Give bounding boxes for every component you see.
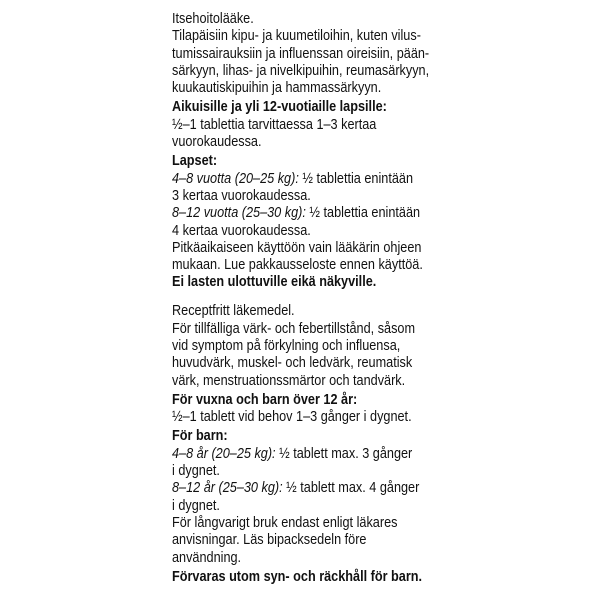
adults-heading-sv: För vuxna och barn över 12 år: — [172, 390, 358, 408]
children-heading-fi: Lapset: — [172, 152, 218, 170]
long-term-line-fi: Pitkäaikaiseen käyttöön vain lääkärin ohjeen — [172, 238, 422, 256]
long-term-line-sv: användning. — [172, 548, 242, 566]
child-dose-fi: ½ tablettia enintään — [309, 204, 421, 222]
finnish-section — [172, 10, 429, 291]
adults-heading-fi: Aikuisille ja yli 12-vuotiaille lapsille: — [172, 98, 387, 116]
adults-dose-line-fi: ½–1 tablettia tarvittaessa 1–3 kertaa — [172, 115, 377, 133]
children-dose-cont-fi: 3 kertaa vuorokaudessa. — [172, 186, 311, 204]
indication-line-sv: värk, menstruationssmärtor och tandvärk. — [172, 371, 406, 389]
indication-line-sv: För tillfälliga värk- och febertillstånd, såsom — [172, 319, 416, 337]
child-dose-fi: ½ tablettia enintään — [302, 169, 414, 187]
child-age-group-sv: 8–12 år (25–30 kg): — [172, 479, 283, 497]
children-dose-cont-fi: 4 kertaa vuorokaudessa. — [172, 221, 311, 239]
warning-sv: Förvaras utom syn- och räckhåll för barn. — [172, 567, 423, 585]
children-dose-line-fi — [172, 170, 429, 187]
indication-line-fi: kuukautiskipuihin ja hammassärkyyn. — [172, 79, 382, 97]
children-heading-sv: För barn: — [172, 427, 228, 445]
long-term-line-fi: mukaan. Lue pakkausseloste ennen käyttöä. — [172, 256, 423, 274]
children-dose-line-sv — [172, 479, 429, 496]
children-dose-line-fi — [172, 204, 429, 221]
children-dose-cont-sv: i dygnet. — [172, 462, 220, 480]
child-dose-sv: ½ tablett max. 3 gånger — [279, 444, 413, 462]
long-term-line-sv: För långvarigt bruk endast enligt läkares — [172, 513, 398, 531]
children-dose-cont-sv: i dygnet. — [172, 496, 220, 514]
indication-line-sv: huvudvärk, muskel- och ledvärk, reumatisk — [172, 354, 413, 372]
indication-line-fi: tumissairauksiin ja influenssan oireisiin, pään- — [172, 44, 430, 62]
swedish-section — [172, 302, 429, 585]
child-dose-sv: ½ tablett max. 4 gånger — [286, 479, 420, 497]
label-text — [172, 10, 429, 585]
children-dose-line-sv — [172, 445, 429, 462]
section-spacer — [172, 291, 429, 303]
adults-dose-line-sv: ½–1 tablett vid behov 1–3 gånger i dygnet. — [172, 408, 412, 426]
category-fi: Itsehoitolääke. — [172, 10, 254, 27]
warning-fi: Ei lasten ulottuville eikä näkyville. — [172, 273, 377, 291]
child-age-group-fi: 4–8 vuotta (20–25 kg): — [172, 169, 299, 187]
child-age-group-fi: 8–12 vuotta (25–30 kg): — [172, 204, 306, 222]
indication-line-fi: särkyyn, lihas- ja nivelkipuihin, reumasärkyyn, — [172, 61, 430, 79]
long-term-line-sv: anvisningar. Läs bipacksedeln före — [172, 531, 367, 549]
child-age-group-sv: 4–8 år (20–25 kg): — [172, 444, 276, 462]
indication-line-fi: Tilapäisiin kipu- ja kuumetiloihin, kuten vilus- — [172, 27, 421, 45]
indication-line-sv: vid symptom på förkylning och influensa, — [172, 336, 401, 354]
adults-dose-line-fi: vuorokaudessa. — [172, 133, 262, 151]
category-sv: Receptfritt läkemedel. — [172, 302, 295, 320]
